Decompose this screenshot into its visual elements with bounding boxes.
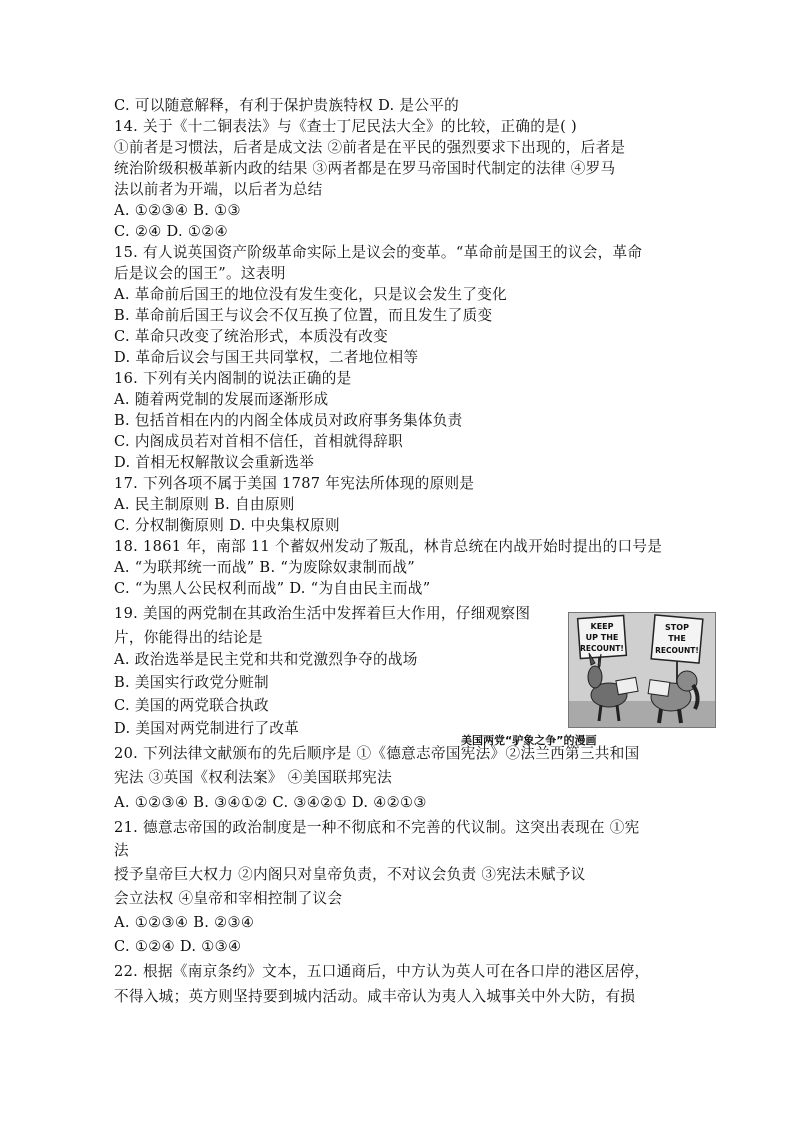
text-line: C. 可以随意解释，有利于保护贵族特权 D. 是公平的 [114,97,459,114]
text-line: 宪法 ③英国《权利法案》 ④美国联邦宪法 [114,769,392,786]
option-line: D. 美国对两党制进行了改革 [114,720,300,737]
option-line: C. 内阁成员若对首相不信任，首相就得辞职 [114,433,403,450]
right-sign-line-3: RECOUNT! [655,646,699,655]
option-line: D. 革命后议会与国王共同掌权，二者地位相等 [114,349,419,366]
right-sign-line-2: THE [668,634,686,643]
option-line: B. 美国实行政党分赃制 [114,674,269,691]
option-line: C. 美国的两党联合执政 [114,697,269,714]
option-line: B. 包括首相在内的内阁全体成员对政府事务集体负责 [114,412,463,429]
question-16-stem: 16. 下列有关内阁制的说法正确的是 [114,370,352,387]
question-14-stem: 14. 关于《十二铜表法》与《查士丁尼民法大全》的比较，正确的是( ) [114,118,578,135]
option-line: C. ①②④ D. ①③④ [114,938,242,955]
left-sign-line-2: UP THE [585,633,619,642]
cartoon-illustration [569,613,715,727]
question-21-stem: 21. 德意志帝国的政治制度是一种不彻底和不完善的代议制。这突出表现在 ①宪 [114,819,640,836]
right-sign-line-1: STOP [665,623,689,632]
text-line: 会立法权 ④皇帝和宰相控制了议会 [114,890,343,907]
option-line: A. “为联邦统一而战” B. “为废除奴隶制而战” [114,559,416,576]
question-17-stem: 17. 下列各项不属于美国 1787 年宪法所体现的原则是 [114,475,475,492]
question-19-stem: 19. 美国的两党制在其政治生活中发挥着巨大作用，仔细观察图 [114,605,531,622]
text-line: 后是议会的国王”。这表明 [114,265,286,282]
text-line: 不得入城；英方则坚持要到城内活动。咸丰帝认为夷人入城事关中外大防，有损 [114,988,636,1005]
left-sign-line-3: RECOUNT! [580,644,624,653]
option-line: A. ①②③④ B. ①③ [114,202,241,219]
question-20-stem: 20. 下列法律文献颁布的先后顺序是 ①《德意志帝国宪法》②法兰西第三共和国 [114,745,640,762]
option-line: A. 革命前后国王的地位没有发生变化，只是议会发生了变化 [114,286,508,303]
text-line: 统治阶级积极革新内政的结果 ③两者都是在罗马帝国时代制定的法律 ④罗马 [114,160,616,177]
question-18-stem: 18. 1861 年，南部 11 个蓄奴州发动了叛乱，林肯总统在内战开始时提出的口号是 [114,538,663,555]
cartoon-caption: 美国两党“驴象之争”的漫画 [461,734,597,747]
option-line: A. 随着两党制的发展而逐渐形成 [114,391,329,408]
option-line: C. 分权制衡原则 D. 中央集权原则 [114,517,340,534]
option-line: A. ①②③④ B. ③④①② C. ③④②① D. ④②①③ [114,794,427,811]
left-sign-line-1: KEEP [590,622,614,631]
text-line: 授予皇帝巨大权力 ②内阁只对皇帝负责，不对议会负责 ③宪法未赋予议 [114,866,586,883]
text-line: ①前者是习惯法，后者是成文法 ②前者是在平民的强烈要求下出现的，后者是 [114,139,626,156]
option-line: A. 政治选举是民主党和共和党激烈争夺的战场 [114,651,418,668]
option-line: C. 革命只改变了统治形式，本质没有改变 [114,328,389,345]
option-line: C. “为黑人公民权利而战” D. “为自由民主而战” [114,580,431,597]
option-line: C. ②④ D. ①②④ [114,223,229,240]
text-line: 法以前者为开端，以后者为总结 [114,181,323,198]
option-line: B. 革命前后国王与议会不仅互换了位置，而且发生了质变 [114,307,493,324]
text-line: 法 [114,842,129,859]
option-line: D. 首相无权解散议会重新选举 [114,454,315,471]
question-22-stem: 22. 根据《南京条约》文本，五口通商后，中方认为英人可在各口岸的港区居停， [114,963,650,980]
donkey-elephant-cartoon [568,612,716,728]
question-15-stem: 15. 有人说英国资产阶级革命实际上是议会的变革。“革命前是国王的议会，革命 [114,244,643,261]
option-line: A. 民主制原则 B. 自由原则 [114,496,295,513]
text-line: 片，你能得出的结论是 [114,629,263,646]
option-line: A. ①②③④ B. ②③④ [114,914,255,931]
